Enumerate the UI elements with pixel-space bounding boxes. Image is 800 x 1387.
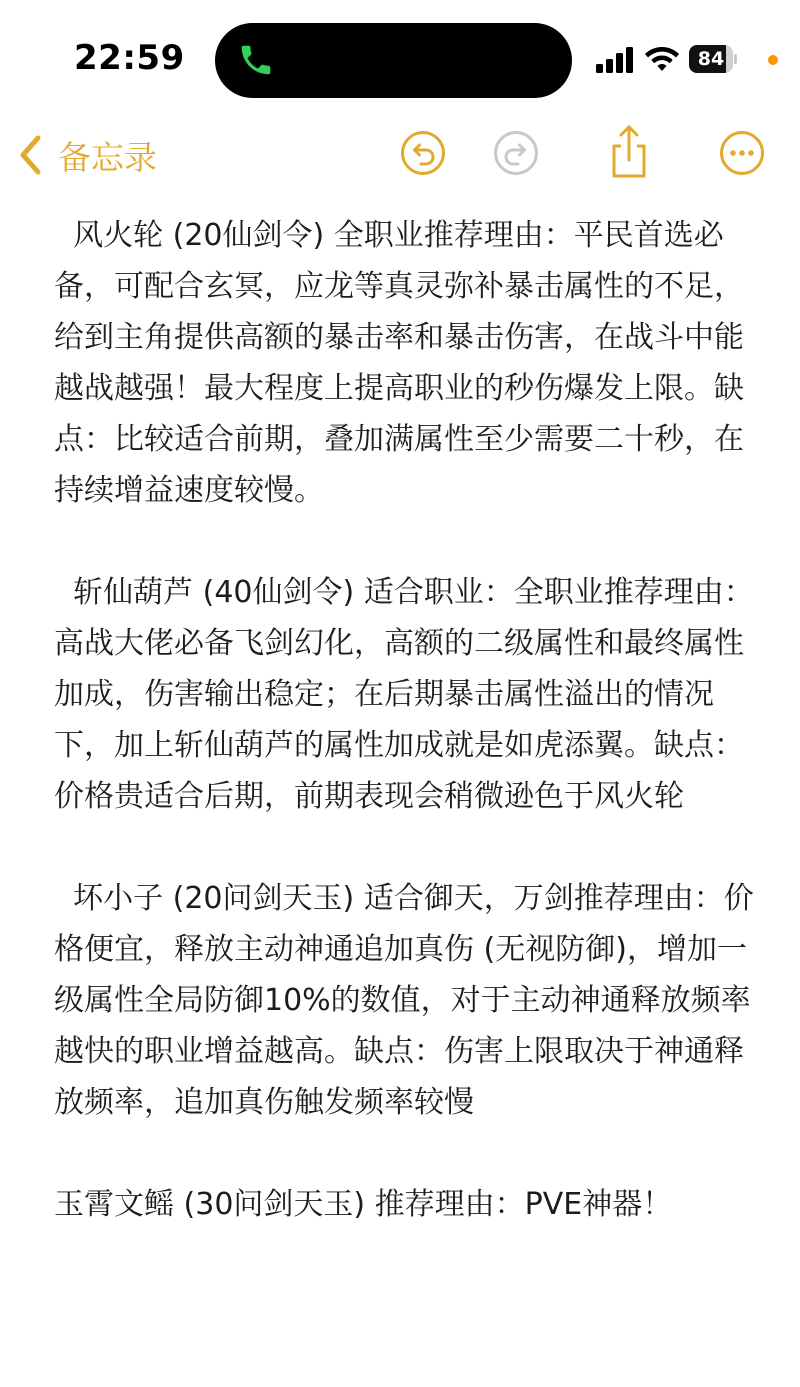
battery-indicator bbox=[689, 45, 737, 73]
privacy-indicator-dot bbox=[768, 55, 778, 65]
nav-bar bbox=[0, 120, 800, 195]
note-paragraph: 玉霄文鳐 (30问剑天玉) 推荐理由：PVE神器！ bbox=[54, 1187, 673, 1222]
note-paragraph: 坏小子 (20问剑天玉) 适合御天，万剑推荐理由：价格便宜，释放主动神通追加真伤 (无视防御)，增加一级属性全局防御10%的数值，对于主动神通释放频率越快的职业增益越高。缺点：伤害上限取决于神通释放频率，追加真伤触发频率较慢 bbox=[54, 881, 754, 1120]
note-body[interactable] bbox=[54, 210, 754, 1230]
note-paragraph: 风火轮 (20仙剑令) 全职业推荐理由：平民首选必备，可配合玄冥，应龙等真灵弥补暴击属性的不足，给到主角提供高额的暴击率和暴击伤害，在战斗中能越战越强！最大程度上提高职业的秒伤爆发上限。缺点：比较适合前期，叠加满属性至少需要二十秒，在持续增益速度较慢。 bbox=[54, 218, 744, 508]
undo-icon[interactable] bbox=[400, 130, 446, 176]
status-bar bbox=[0, 0, 800, 120]
back-button[interactable] bbox=[16, 130, 157, 180]
chevron-left-icon bbox=[16, 133, 44, 177]
cellular-signal-icon bbox=[596, 47, 636, 73]
phone-call-icon bbox=[237, 41, 275, 79]
share-icon[interactable] bbox=[606, 124, 652, 180]
dynamic-island[interactable] bbox=[215, 23, 572, 98]
status-time: 22:59 bbox=[74, 38, 185, 78]
redo-icon[interactable] bbox=[493, 130, 539, 176]
more-icon[interactable] bbox=[719, 130, 765, 176]
wifi-icon bbox=[644, 43, 680, 73]
battery-percentage: 84 bbox=[697, 48, 725, 70]
back-label: 备忘录 bbox=[58, 137, 157, 177]
note-paragraph: 斩仙葫芦 (40仙剑令) 适合职业：全职业推荐理由：高战大佬必备飞剑幻化，高额的二级属性和最终属性加成，伤害输出稳定；在后期暴击属性溢出的情况下，加上斩仙葫芦的属性加成就是如虎添翼。缺点：价格贵适合后期，前期表现会稍微逊色于风火轮 bbox=[54, 575, 754, 814]
